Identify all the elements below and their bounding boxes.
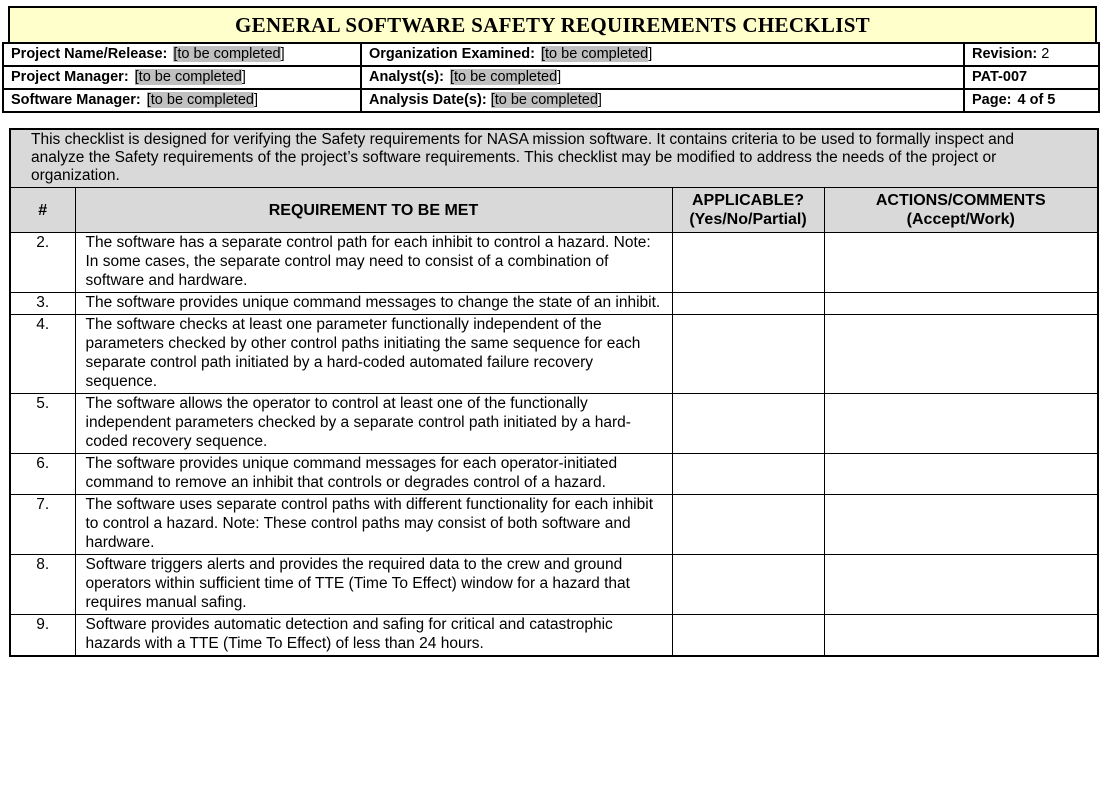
requirement-row <box>10 315 1098 394</box>
project-manager-placeholder[interactable]: [to be completed <box>134 69 242 85</box>
requirement-text: The software provides unique command messages for each operator-initiated command to remove an inhibit that controls or degrades control of a hazard. <box>75 454 672 495</box>
requirement-number: 9. <box>10 615 75 657</box>
checklist-description: This checklist is designed for verifying the Safety requirements for NASA mission software. It contains criteria to be used to formally inspect and analyze the Safety requirements of the project’s software requirements. This checklist may be modified to address the needs of the project or organization. <box>10 129 1098 188</box>
document-id: PAT-007 <box>972 69 1028 85</box>
page-value: 4 of 5 <box>1017 92 1056 108</box>
project-name-label: Project Name/Release: <box>11 46 168 62</box>
actions-comments-cell[interactable] <box>824 495 1098 555</box>
column-header-requirement: REQUIREMENT TO BE MET <box>75 188 672 233</box>
project-manager-field <box>3 66 361 89</box>
column-header-applicable-line2: (Yes/No/Partial) <box>689 211 807 228</box>
requirement-number: 4. <box>10 315 75 394</box>
actions-comments-cell[interactable] <box>824 454 1098 495</box>
analysis-dates-field <box>361 89 964 112</box>
requirement-row <box>10 394 1098 454</box>
requirement-number: 7. <box>10 495 75 555</box>
requirement-number: 8. <box>10 555 75 615</box>
requirement-row <box>10 293 1098 315</box>
document-id-field <box>964 66 1099 89</box>
requirement-text: The software has a separate control path for each inhibit to control a hazard. Note: In some cases, the separate control may need to consist of a combination of software and hardware. <box>75 233 672 293</box>
software-manager-label: Software Manager: <box>11 92 141 108</box>
analysts-placeholder[interactable]: [to be completed <box>449 69 558 85</box>
column-header-applicable-line1: APPLICABLE? <box>692 192 804 209</box>
applicable-cell[interactable] <box>672 233 824 293</box>
column-header-actions-line2: (Accept/Work) <box>906 211 1015 228</box>
page-label: Page: <box>972 92 1012 108</box>
info-row-1 <box>3 43 1099 66</box>
actions-comments-cell[interactable] <box>824 293 1098 315</box>
description-row <box>10 129 1098 188</box>
info-row-3 <box>3 89 1099 112</box>
page-number-field <box>964 89 1099 112</box>
applicable-cell[interactable] <box>672 293 824 315</box>
project-manager-label: Project Manager: <box>11 69 129 85</box>
requirement-number: 5. <box>10 394 75 454</box>
applicable-cell[interactable] <box>672 394 824 454</box>
analysts-field <box>361 66 964 89</box>
analysis-dates-placeholder[interactable]: [to be completed <box>490 92 598 108</box>
project-name-field <box>3 43 361 66</box>
column-header-applicable <box>672 188 824 233</box>
actions-comments-cell[interactable] <box>824 555 1098 615</box>
project-name-placeholder[interactable]: [to be completed <box>173 46 281 62</box>
project-name-placeholder-bracket: ] <box>280 46 285 62</box>
organization-examined-label: Organization Examined: <box>369 46 535 62</box>
column-header-actions <box>824 188 1098 233</box>
software-manager-placeholder[interactable]: [to be completed <box>146 92 254 108</box>
column-header-number: # <box>10 188 75 233</box>
document-page <box>0 6 1103 809</box>
requirement-number: 2. <box>10 233 75 293</box>
requirement-text: The software provides unique command messages to change the state of an inhibit. <box>75 293 672 315</box>
requirement-text: The software allows the operator to control at least one of the functionally independent parameters checked by a separate control path initiated by a hard-coded recovery sequence. <box>75 394 672 454</box>
requirement-text: The software checks at least one parameter functionally independent of the parameters checked by other control paths initiating the same sequence for each separate control path initiated by a hard-coded automated failure recovery sequence. <box>75 315 672 394</box>
analysis-dates-label: Analysis Date(s): <box>369 92 487 108</box>
analysts-placeholder-bracket: ] <box>557 69 562 85</box>
requirement-row <box>10 615 1098 657</box>
requirement-number: 3. <box>10 293 75 315</box>
organization-examined-placeholder-bracket: ] <box>648 46 653 62</box>
revision-value: 2 <box>1041 46 1050 62</box>
applicable-cell[interactable] <box>672 495 824 555</box>
actions-comments-cell[interactable] <box>824 315 1098 394</box>
software-manager-field <box>3 89 361 112</box>
actions-comments-cell[interactable] <box>824 615 1098 657</box>
requirement-row <box>10 454 1098 495</box>
requirement-row <box>10 495 1098 555</box>
organization-examined-field <box>361 43 964 66</box>
organization-examined-placeholder[interactable]: [to be completed <box>540 46 649 62</box>
requirement-text: Software triggers alerts and provides the required data to the crew and ground operators within sufficient time of TTE (Time To Effect) window for a hazard that requires manual safing. <box>75 555 672 615</box>
applicable-cell[interactable] <box>672 555 824 615</box>
revision-field <box>964 43 1099 66</box>
checklist-rows <box>10 233 1098 657</box>
document-title-bar <box>8 6 1097 44</box>
analysts-label: Analyst(s): <box>369 69 444 85</box>
software-manager-placeholder-bracket: ] <box>253 92 258 108</box>
requirement-row <box>10 233 1098 293</box>
requirement-text: The software uses separate control paths with different functionality for each inhibit to control a hazard. Note: These control paths may consist of both software and hardware. <box>75 495 672 555</box>
column-header-actions-line1: ACTIONS/COMMENTS <box>875 192 1046 209</box>
analysis-dates-placeholder-bracket: ] <box>597 92 602 108</box>
requirement-text: Software provides automatic detection and safing for critical and catastrophic hazards with a TTE (Time To Effect) of less than 24 hours. <box>75 615 672 657</box>
requirement-number: 6. <box>10 454 75 495</box>
info-row-2 <box>3 66 1099 89</box>
applicable-cell[interactable] <box>672 454 824 495</box>
applicable-cell[interactable] <box>672 315 824 394</box>
requirement-row <box>10 555 1098 615</box>
document-title: GENERAL SOFTWARE SAFETY REQUIREMENTS CHECKLIST <box>235 12 870 37</box>
applicable-cell[interactable] <box>672 615 824 657</box>
project-info-table <box>2 42 1100 113</box>
project-manager-placeholder-bracket: ] <box>241 69 246 85</box>
actions-comments-cell[interactable] <box>824 394 1098 454</box>
table-header-row <box>10 188 1098 233</box>
actions-comments-cell[interactable] <box>824 233 1098 293</box>
revision-label: Revision: <box>972 46 1038 62</box>
checklist-table <box>9 128 1099 657</box>
